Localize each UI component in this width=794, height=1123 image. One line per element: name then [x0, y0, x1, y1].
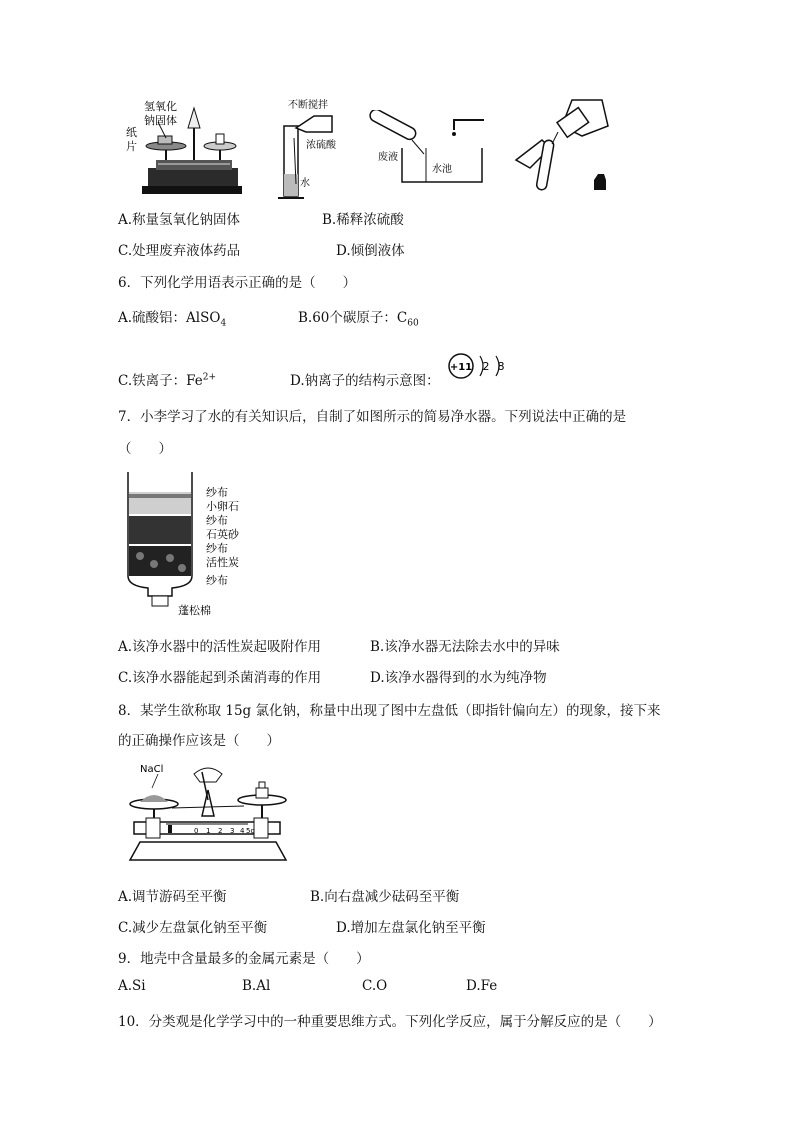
label-paper-2: 片	[126, 140, 137, 153]
q6-option-a-sub: 4	[220, 318, 227, 329]
q5-option-c: C.处理废弃液体药品	[118, 243, 241, 259]
q7-stem-line-1: 7．小李学习了水的有关知识后，自制了如图所示的简易净水器。下列说法中正确的是	[118, 409, 627, 425]
q9-option-a: A.Si	[118, 978, 146, 994]
q6-option-a	[118, 306, 226, 329]
q5-figure-c-waste	[362, 110, 492, 190]
q9-option-c: C.O	[362, 978, 388, 994]
q9-option-b: B.Al	[242, 978, 271, 994]
q8-stem-line-1: 8．某学生欲称取 15g 氯化钠，称量中出现了图中左盘低（即指针偏向左）的现象，接下来	[118, 703, 661, 719]
q7-option-c: C.该净水器能起到杀菌消毒的作用	[118, 670, 322, 686]
q9-stem: 9．地壳中含量最多的金属元素是（ ）	[118, 951, 370, 967]
scale-num-1: 1	[206, 827, 211, 835]
q7-water-purifier-figure	[122, 468, 262, 620]
q7-option-a: A.该净水器中的活性炭起吸附作用	[118, 639, 322, 655]
scale-num-4: 4	[240, 827, 245, 835]
q6-option-b-sub: 60	[407, 318, 419, 329]
sodium-ion-structure-diagram	[446, 351, 526, 381]
sodium-shell-2: 8	[497, 360, 505, 373]
q6-stem: 6．下列化学用语表示正确的是（ ）	[118, 275, 357, 291]
q6-option-a-text: A.硫酸铝：AlSO	[118, 310, 221, 326]
q5-figure-d-pour	[512, 96, 612, 200]
q8-stem-line-2: 的正确操作应该是（ ）	[118, 733, 280, 749]
sodium-shell-1: 2	[482, 360, 490, 373]
scale-num-0: 0	[194, 827, 199, 835]
layer-label-7: 纱布	[206, 574, 228, 587]
layer-label-6: 活性炭	[206, 556, 239, 569]
q7-option-b: B.该净水器无法除去水中的异味	[370, 639, 560, 655]
q8-option-c: C.减少左盘氯化钠至平衡	[118, 920, 268, 936]
label-conc-acid: 浓硫酸	[306, 140, 336, 151]
label-nacl: NaCl	[140, 764, 164, 775]
q8-balance-figure	[124, 760, 292, 870]
label-sink: 水池	[432, 164, 452, 175]
q6-option-b-text: B.60个碳原子：C	[298, 310, 408, 326]
layer-label-2: 小卵石	[206, 500, 239, 513]
layer-label-4: 石英砂	[206, 528, 239, 541]
q6-option-d: D.钠离子的结构示意图：	[290, 373, 440, 389]
q6-option-c	[118, 369, 216, 389]
q5-figure-a-balance	[118, 98, 243, 198]
label-waste: 废液	[378, 152, 398, 163]
q5-option-d: D.倾倒液体	[336, 243, 405, 259]
label-water: 水	[300, 178, 310, 189]
q10-stem: 10．分类观是化学学习中的一种重要思维方式。下列化学反应，属于分解反应的是（ ）	[118, 1014, 662, 1030]
layer-label-1: 纱布	[206, 486, 228, 499]
q8-option-d: D.增加左盘氯化钠至平衡	[336, 920, 486, 936]
q6-option-c-text: C.铁离子：Fe	[118, 373, 203, 389]
label-stir: 不断搅拌	[288, 100, 328, 111]
q9-option-d: D.Fe	[466, 978, 498, 994]
layer-label-8: 蓬松棉	[178, 604, 211, 617]
q7-option-d: D.该净水器得到的水为纯净物	[370, 670, 547, 686]
layer-label-5: 纱布	[206, 542, 228, 555]
q7-stem-line-2: （ ）	[118, 441, 172, 457]
q5-option-b: B.稀释浓硫酸	[322, 212, 404, 228]
label-paper-1: 纸	[126, 126, 137, 139]
scale-num-2: 2	[218, 827, 223, 835]
q8-option-b: B.向右盘减少砝码至平衡	[310, 889, 460, 905]
q8-option-a: A.调节游码至平衡	[118, 889, 227, 905]
layer-label-3: 纱布	[206, 514, 228, 527]
q6-option-c-sup: 2+	[202, 372, 217, 383]
sodium-nucleus-charge: +11	[449, 362, 473, 373]
label-naoh-2: 钠固体	[144, 114, 177, 127]
scale-num-5g: 5g	[246, 827, 255, 835]
q5-option-a: A.称量氢氧化钠固体	[118, 212, 241, 228]
q6-option-b	[298, 306, 419, 329]
scale-num-3: 3	[230, 827, 235, 835]
label-naoh: 氢氧化	[144, 100, 177, 113]
q5-figure-b-dilute	[270, 98, 350, 203]
